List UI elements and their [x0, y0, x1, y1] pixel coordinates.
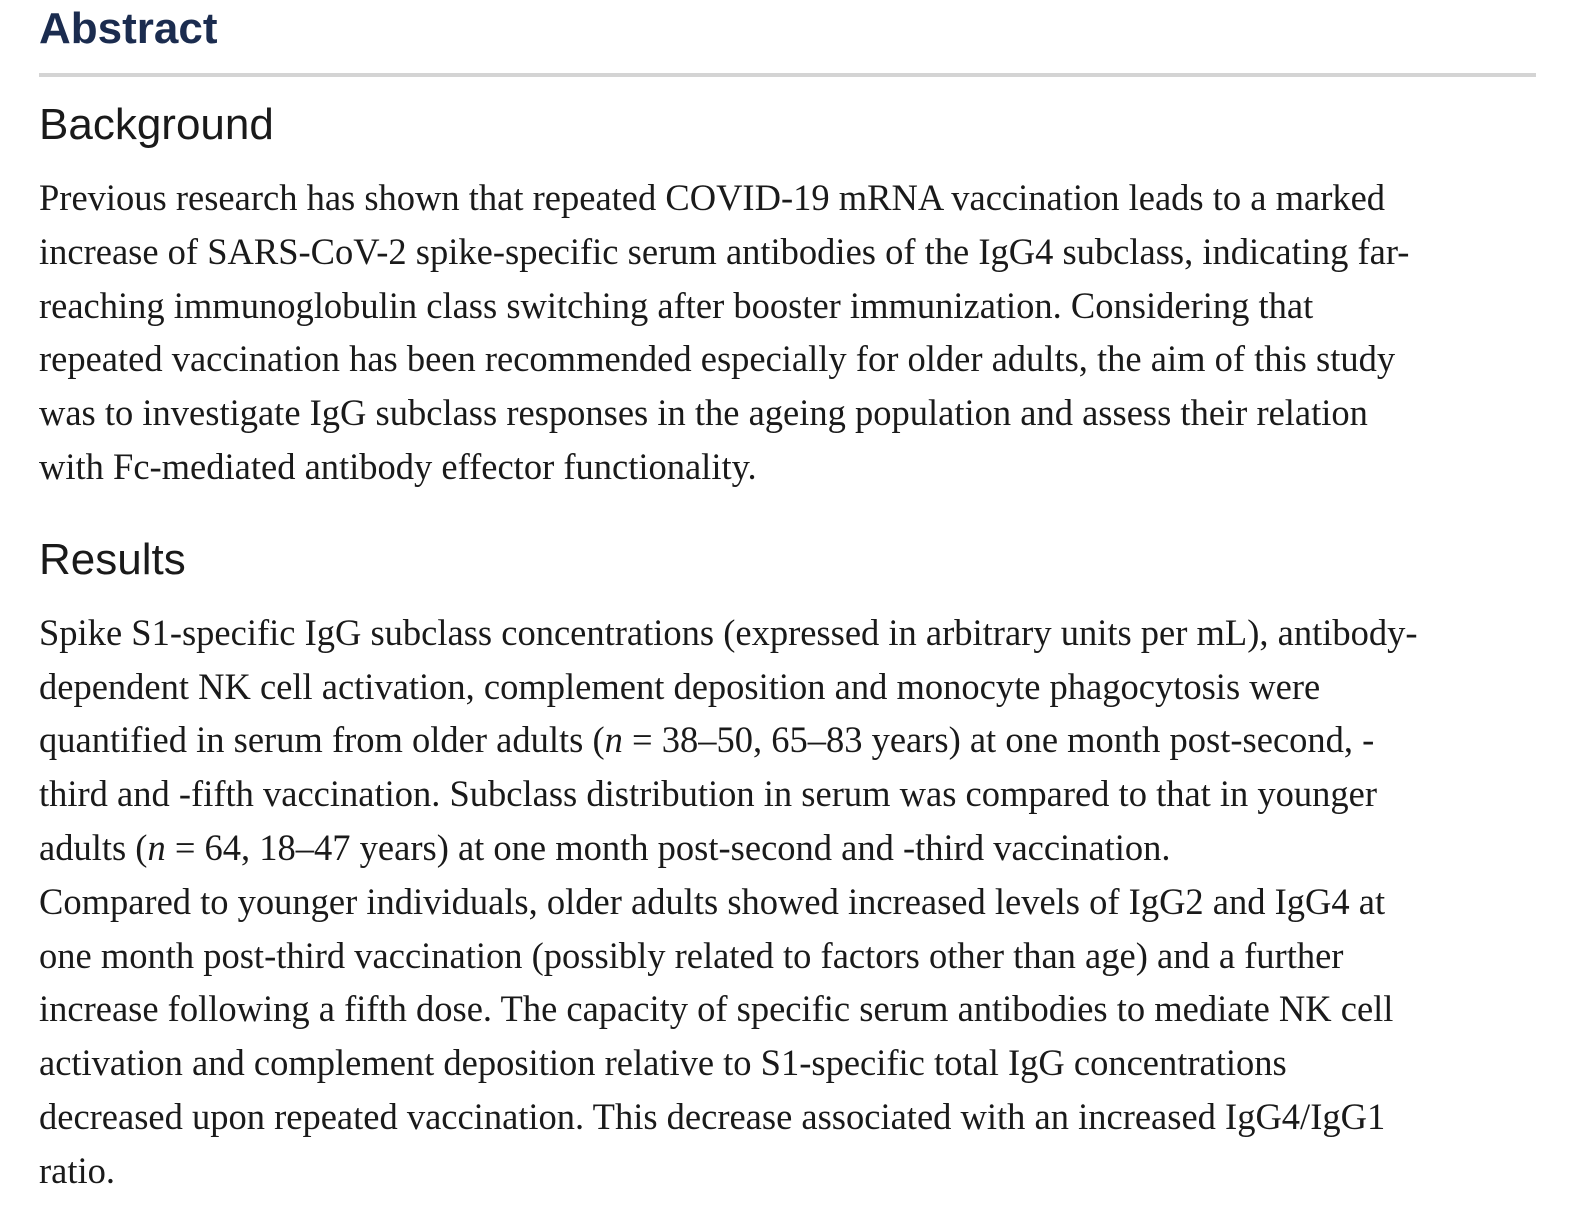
- results-line: third and -fifth vaccination. Subclass distribution in serum was compared to that in younger: [39, 773, 1378, 815]
- results-heading: Results: [39, 534, 186, 584]
- background-line: with Fc-mediated antibody effector functionality.: [39, 445, 757, 487]
- background-line: reaching immunoglobulin class switching after booster immunization. Considering that: [39, 284, 1314, 326]
- results-line-text: = 38–50, 65–83 years) at one month post-second, -: [622, 719, 1375, 761]
- results-line-text: adults (: [39, 826, 148, 868]
- results-line: Compared to younger individuals, older adults showed increased levels of IgG2 and IgG4 at: [39, 880, 1386, 922]
- results-line: activation and complement deposition relative to S1-specific total IgG concentrations: [39, 1042, 1287, 1084]
- background-line: increase of SARS-CoV-2 spike-specific serum antibodies of the IgG4 subclass, indicating far-: [39, 230, 1410, 272]
- background-line: repeated vaccination has been recommended especially for older adults, the aim of this study: [39, 338, 1396, 380]
- sample-size-symbol: n: [147, 826, 166, 868]
- background-line: was to investigate IgG subclass responses in the ageing population and assess their relation: [39, 392, 1368, 434]
- background-heading: Background: [39, 100, 274, 149]
- results-line: [39, 713, 1536, 767]
- results-line: dependent NK cell activation, complement deposition and monocyte phagocytosis were: [39, 665, 1321, 707]
- background-paragraph: [39, 171, 1536, 494]
- abstract-title: Abstract: [39, 0, 1536, 77]
- background-line: Previous research has shown that repeated COVID-19 mRNA vaccination leads to a marked: [39, 177, 1386, 218]
- results-line: increase following a fifth dose. The capacity of specific serum antibodies to mediate NK cell: [39, 988, 1394, 1030]
- sample-size-symbol: n: [604, 719, 623, 761]
- results-line-text: = 64, 18–47 years) at one month post-second and -third vaccination.: [165, 826, 1171, 868]
- abstract-section: [39, 0, 1536, 1198]
- results-line: [39, 821, 1536, 875]
- results-line: decreased upon repeated vaccination. This decrease associated with an increased IgG4/IgG1: [39, 1095, 1386, 1137]
- results-line: ratio.: [39, 1149, 116, 1191]
- results-line-text: quantified in serum from older adults (: [39, 719, 605, 761]
- results-line: one month post-third vaccination (possibly related to factors other than age) and a further: [39, 934, 1344, 976]
- results-line: Spike S1-specific IgG subclass concentrations (expressed in arbitrary units per mL), antibody-: [39, 611, 1418, 653]
- results-paragraph: [39, 606, 1536, 1198]
